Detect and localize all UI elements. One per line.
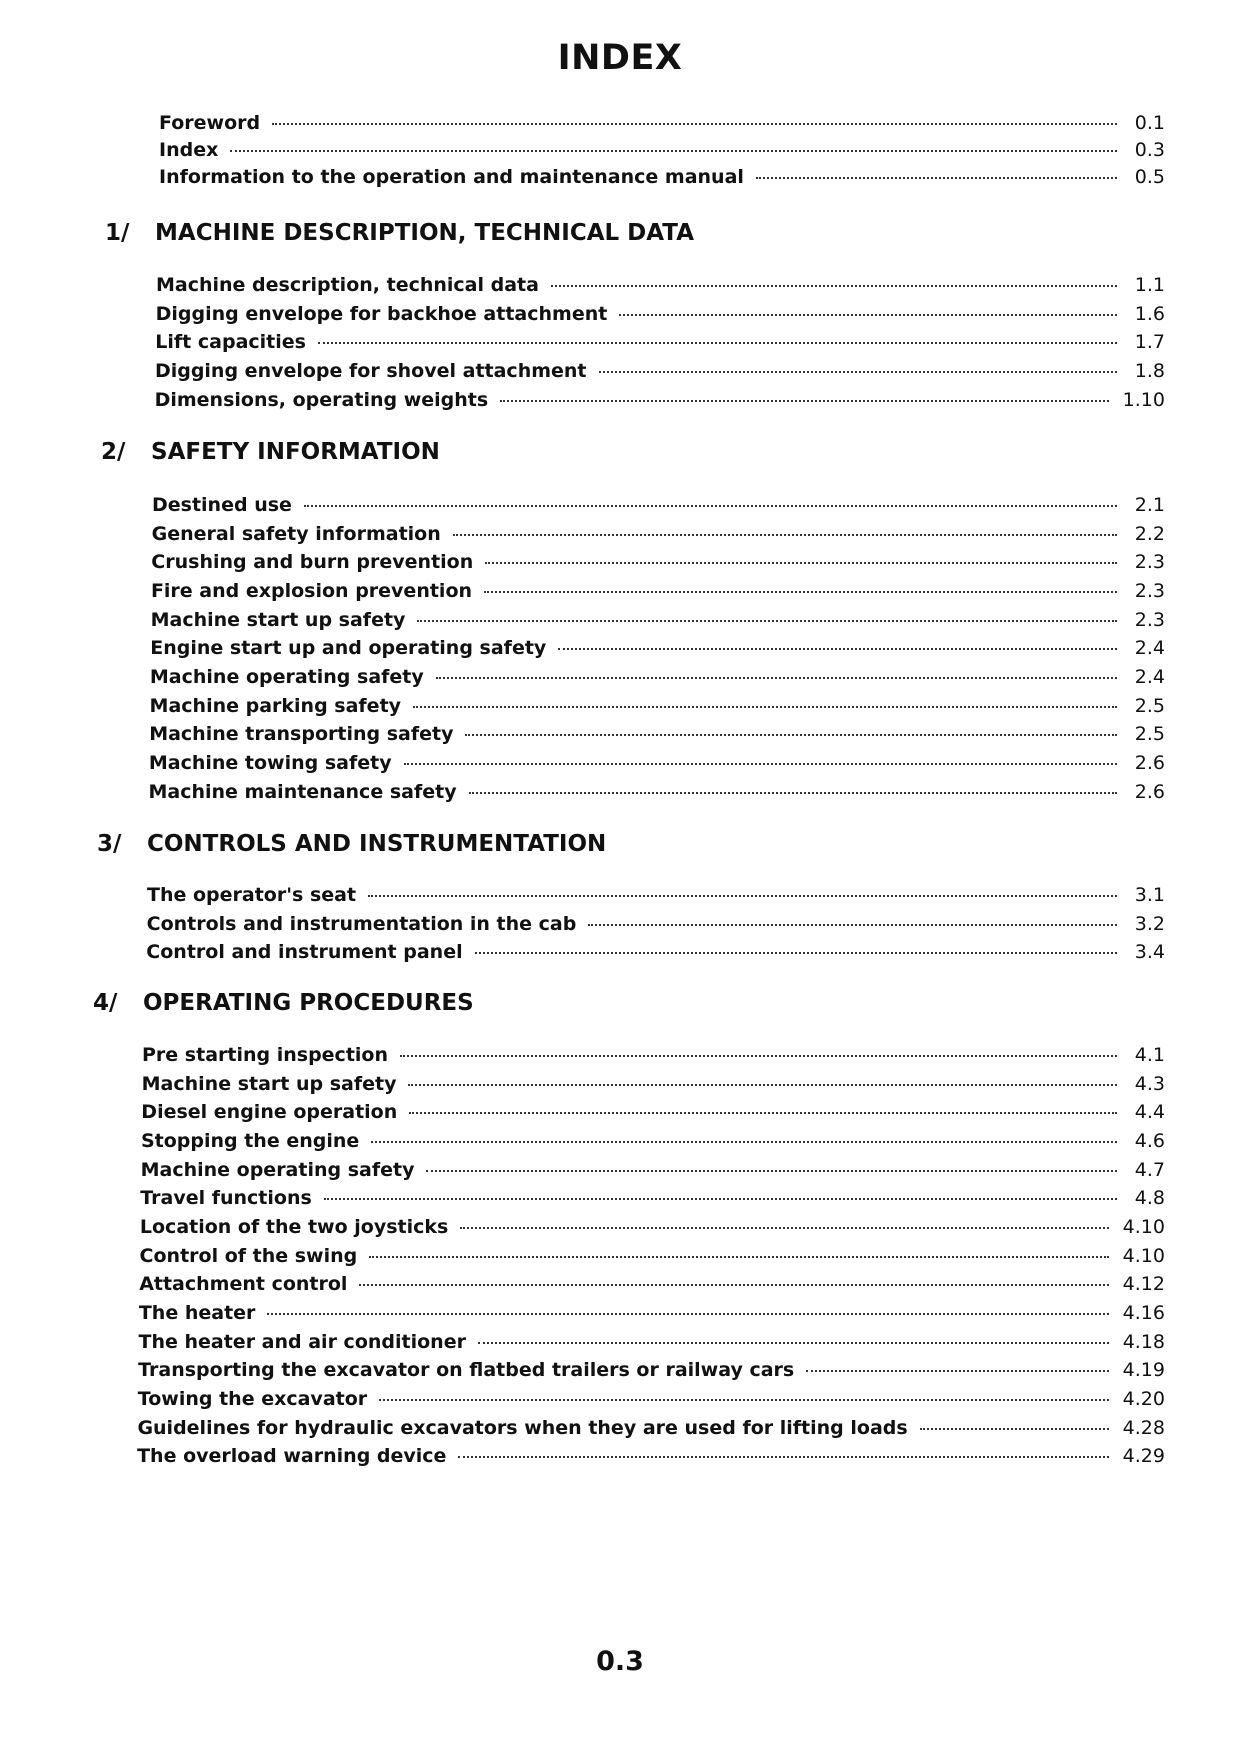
toc-entry-label: Pre starting inspection [142,1044,388,1066]
toc-entry[interactable] [149,752,1165,780]
toc-entry-label: Control of the swing [139,1244,358,1267]
toc-entry-label: Lift capacities [155,331,306,354]
toc-entry-label: Machine operating safety [140,1158,415,1181]
dot-leader [324,1198,1117,1200]
section-number: 1/ [105,220,130,246]
toc-entry-page: 4.7 [1134,1158,1165,1181]
page-title: INDEX [557,38,683,78]
dot-leader [558,648,1117,650]
dot-leader [436,677,1117,679]
toc-entry-page: 2.1 [1134,494,1165,516]
dot-leader [806,1370,1108,1372]
toc-entry[interactable] [142,1044,1165,1072]
toc-entry[interactable] [156,303,1165,331]
toc-entry-label: Information to the operation and maintenance manual [159,166,744,188]
section-number: 3/ [97,831,122,857]
toc-entry-page: 2.2 [1134,522,1165,545]
dot-leader [484,591,1117,593]
toc-entry-label: Engine start up and operating safety [150,637,547,660]
section-heading [105,220,694,246]
toc-entry-label: Machine towing safety [148,752,392,775]
toc-entry-label: Crushing and burn prevention [151,551,474,574]
section-heading [101,439,440,465]
toc-entry[interactable] [155,331,1165,359]
toc-entry-label: Location of the two joysticks [139,1216,449,1239]
toc-entry-label: Dimensions, operating weights [154,388,489,411]
toc-entry-page: 4.12 [1122,1273,1165,1296]
dot-leader [368,895,1117,897]
toc-entry-label: Machine start up safety [141,1072,397,1095]
dot-leader [460,1227,1108,1229]
toc-entry-label: General safety information [151,522,441,545]
dot-leader [408,1084,1117,1086]
section-title: CONTROLS AND INSTRUMENTATION [147,831,607,857]
toc-entry-page: 4.20 [1122,1388,1165,1411]
toc-entry[interactable] [140,1216,1165,1244]
dot-leader [267,1313,1108,1315]
dot-leader [379,1399,1109,1401]
toc-entry[interactable] [149,723,1165,751]
toc-entry[interactable] [152,494,1165,522]
toc-entry-label: Transporting the excavator on flatbed trailers or railway cars [138,1359,795,1382]
toc-entry-label: Guidelines for hydraulic excavators when they are used for lifting loads [137,1416,908,1439]
toc-entry-label: Towing the excavator [137,1388,368,1411]
dot-leader [371,1141,1117,1143]
toc-entry-label: Machine maintenance safety [148,780,457,803]
toc-entry[interactable] [151,609,1165,637]
toc-entry-page: 3.1 [1134,884,1165,906]
toc-entry[interactable] [139,1331,1166,1359]
dot-leader [426,1170,1117,1172]
dot-leader [369,1256,1108,1258]
toc-entry[interactable] [159,112,1165,140]
toc-entry-label: Foreword [159,112,261,134]
dot-leader [619,314,1117,316]
toc-entry-label: The overload warning device [137,1445,447,1468]
toc-entry[interactable] [159,139,1165,167]
page-number: 0.3 [596,1646,644,1677]
toc-entry-page: 4.10 [1122,1216,1165,1239]
toc-entry-label: Fire and explosion prevention [150,580,473,603]
toc-entry[interactable] [141,1130,1165,1158]
section-title: MACHINE DESCRIPTION, TECHNICAL DATA [155,220,694,246]
dot-leader [413,706,1117,708]
toc-entry[interactable] [139,1302,1165,1330]
toc-entry[interactable] [139,1273,1165,1301]
section-number: 4/ [93,990,118,1016]
toc-entry-page: 1.8 [1134,360,1165,383]
toc-entry[interactable] [155,389,1165,417]
dot-leader [272,123,1117,125]
toc-entry[interactable] [147,913,1165,941]
section-title: SAFETY INFORMATION [151,439,440,465]
toc-entry-page: 4.18 [1122,1330,1165,1353]
toc-entry-page: 1.1 [1134,274,1165,296]
dot-leader [304,505,1117,507]
dot-leader [599,371,1117,373]
toc-entry[interactable] [141,1159,1165,1187]
dot-leader [469,792,1117,794]
toc-entry-label: Attachment control [139,1273,348,1296]
toc-entry-label: Index [159,139,219,161]
toc-entry[interactable] [146,941,1165,969]
toc-entry[interactable] [155,360,1165,388]
dot-leader [230,150,1117,152]
toc-entry-page: 4.19 [1122,1359,1165,1382]
toc-entry-page: 2.6 [1134,752,1165,775]
toc-entry[interactable] [138,1359,1165,1387]
toc-entry-page: 2.4 [1134,666,1165,689]
toc-entry[interactable] [147,884,1165,912]
toc-entry[interactable] [142,1073,1165,1101]
toc-entry-label: Digging envelope for shovel attachment [154,360,587,383]
toc-entry[interactable] [151,580,1165,608]
toc-entry-label: Machine parking safety [149,694,402,717]
toc-entry-label: Stopping the engine [140,1130,360,1153]
toc-entry-page: 1.10 [1122,388,1165,411]
toc-entry-label: Controls and instrumentation in the cab [146,912,577,935]
toc-entry-label: The heater and air conditioner [138,1330,466,1353]
toc-entry[interactable] [159,166,1165,194]
toc-entry-label: The operator's seat [147,884,357,906]
toc-entry[interactable] [140,1187,1165,1215]
toc-entry[interactable] [156,274,1165,302]
dot-leader [400,1055,1117,1057]
dot-leader [465,734,1117,736]
dot-leader [458,1456,1108,1458]
toc-entry[interactable] [150,695,1165,723]
dot-leader [475,952,1117,954]
dot-leader [920,1428,1109,1430]
toc-entry-label: Digging envelope for backhoe attachment [155,302,608,325]
toc-entry-page: 2.3 [1134,580,1165,603]
toc-entry[interactable] [152,523,1165,551]
toc-entry-page: 4.16 [1122,1302,1165,1325]
section-number: 2/ [101,439,126,465]
toc-entry-page: 2.3 [1134,608,1165,631]
toc-entry-label: Machine description, technical data [156,274,539,296]
toc-entry-page: 3.2 [1134,912,1165,935]
toc-entry-label: Diesel engine operation [141,1101,398,1124]
toc-entry-page: 2.3 [1134,551,1165,574]
toc-entry-page: 1.7 [1134,331,1165,354]
toc-entry-page: 4.4 [1134,1101,1165,1124]
toc-entry-page: 2.4 [1134,637,1165,660]
section-title: OPERATING PROCEDURES [143,990,474,1016]
toc-entry-label: Destined use [152,494,292,516]
toc-entry-label: The heater [138,1302,256,1325]
toc-entry-page: 4.8 [1134,1187,1165,1210]
toc-entry-page: 4.3 [1134,1072,1165,1095]
toc-entry-page: 2.5 [1134,723,1165,746]
toc-entry-label: Machine operating safety [149,666,424,689]
toc-entry-page: 1.6 [1134,302,1165,325]
dot-leader [551,285,1117,287]
dot-leader [417,620,1117,622]
dot-leader [409,1112,1117,1114]
dot-leader [485,562,1117,564]
toc-entry-page: 4.29 [1122,1445,1165,1468]
section-heading [93,990,474,1016]
toc-entry[interactable] [150,666,1165,694]
dot-leader [404,763,1117,765]
toc-entry[interactable] [149,781,1166,809]
toc-entry-label: Machine transporting safety [149,723,454,746]
toc-entry-page: 2.6 [1134,780,1165,803]
toc-entry[interactable] [140,1245,1165,1273]
dot-leader [478,1342,1109,1344]
toc-entry-page: 4.28 [1122,1416,1165,1439]
dot-leader [588,924,1117,926]
toc-entry-page: 4.1 [1134,1044,1165,1066]
toc-entry-page: 0.1 [1134,112,1165,134]
toc-entry[interactable] [137,1445,1165,1473]
toc-entry[interactable] [150,637,1165,665]
toc-entry-label: Machine start up safety [150,608,406,631]
toc-entry-label: Control and instrument panel [146,941,463,964]
toc-entry-page: 0.3 [1134,139,1165,161]
toc-entry-page: 0.5 [1134,166,1165,188]
toc-entry[interactable] [151,551,1165,579]
toc-entry-page: 3.4 [1134,941,1165,964]
dot-leader [359,1284,1108,1286]
dot-leader [318,342,1117,344]
dot-leader [756,177,1117,179]
section-heading [97,831,606,857]
toc-entry-label: Travel functions [140,1187,312,1210]
toc-entry[interactable] [137,1417,1165,1445]
toc-entry-page: 2.5 [1134,694,1165,717]
dot-leader [453,534,1117,536]
toc-entry-page: 4.10 [1122,1244,1165,1267]
toc-entry[interactable] [141,1101,1165,1129]
toc-entry[interactable] [138,1388,1165,1416]
dot-leader [500,400,1109,402]
toc-entry-page: 4.6 [1134,1130,1165,1153]
